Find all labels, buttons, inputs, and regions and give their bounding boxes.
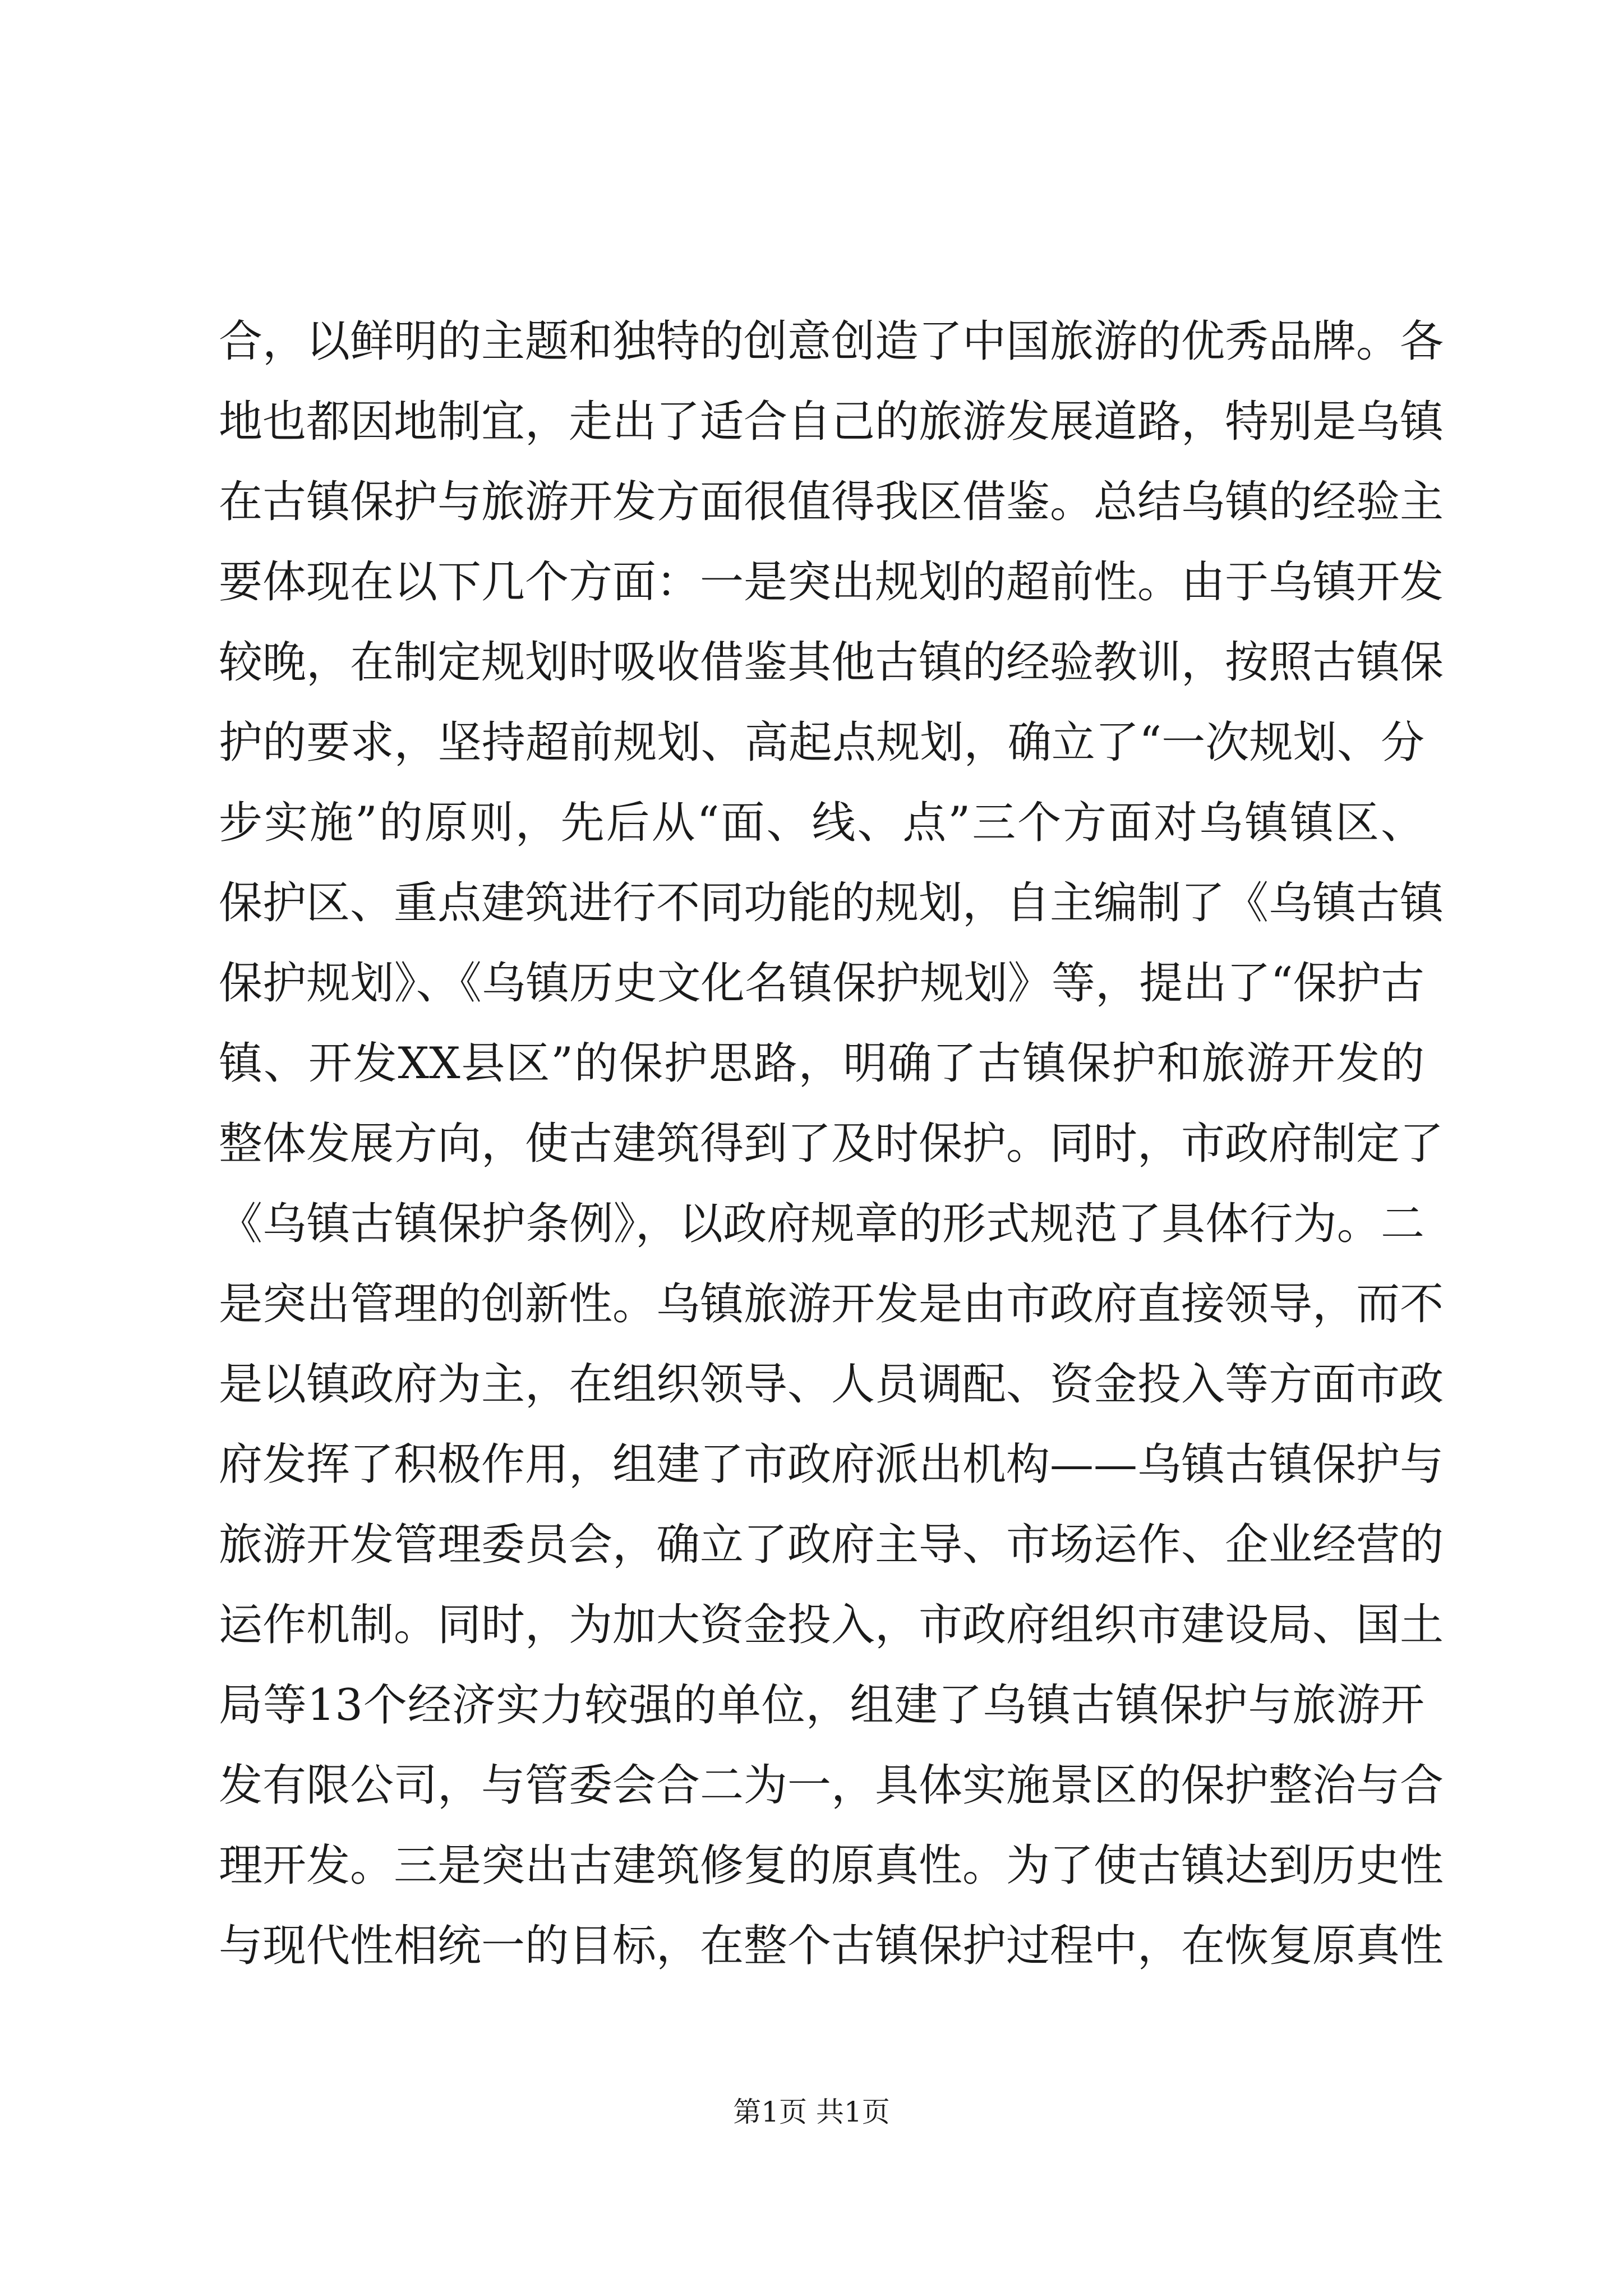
text-line: 整体发展方向，使古建筑得到了及时保护。同时，市政府制定了: [219, 1119, 1444, 1169]
text-line: 步实施”的原则，先后从“面、线、点”三个方面对乌镇镇区、: [219, 798, 1424, 848]
text-line: 较晚，在制定规划时吸收借鉴其他古镇的经验教训，按照古镇保: [219, 637, 1444, 688]
text-line: 运作机制。同时，为加大资金投入，市政府组织市建设局、国土: [219, 1600, 1444, 1650]
text-line: 发有限公司，与管委会合二为一，具体实施景区的保护整治与合: [219, 1760, 1444, 1811]
text-line: 镇、开发XX县区”的保护思路，明确了古镇保护和旅游开发的: [219, 1038, 1424, 1089]
text-line: 保护区、重点建筑进行不同功能的规划，自主编制了《乌镇古镇: [219, 878, 1444, 928]
text-line: 合，以鲜明的主题和独特的创意创造了中国旅游的优秀品牌。各: [219, 316, 1444, 367]
text-line: 是以镇政府为主，在组织领导、人员调配、资金投入等方面市政: [219, 1359, 1444, 1410]
page-footer: 第1页 共1页: [733, 2096, 890, 2128]
text-line: 与现代性相统一的目标，在整个古镇保护过程中，在恢复原真性: [219, 1921, 1444, 1971]
text-line: 在古镇保护与旅游开发方面很值得我区借鉴。总结乌镇的经验主: [219, 477, 1444, 527]
text-line: 要体现在以下几个方面：一是突出规划的超前性。由于乌镇开发: [219, 557, 1444, 608]
text-line: 府发挥了积极作用，组建了市政府派出机构——乌镇古镇保护与: [219, 1439, 1444, 1490]
text-line: 局等13个经济实力较强的单位，组建了乌镇古镇保护与旅游开: [219, 1680, 1424, 1731]
text-line: 是突出管理的创新性。乌镇旅游开发是由市政府直接领导，而不: [219, 1279, 1444, 1329]
body-text: [219, 302, 1444, 1986]
text-line: 旅游开发管理委员会，确立了政府主导、市场运作、企业经营的: [219, 1520, 1444, 1570]
text-line: 理开发。三是突出古建筑修复的原真性。为了使古镇达到历史性: [219, 1841, 1444, 1891]
text-line: 地也都因地制宜，走出了适合自己的旅游发展道路，特别是乌镇: [219, 397, 1444, 447]
text-line: 护的要求，坚持超前规划、高起点规划，确立了“一次规划、分: [219, 717, 1424, 768]
text-line: 《乌镇古镇保护条例》，以政府规章的形式规范了具体行为。二: [219, 1199, 1424, 1249]
text-line: 保护规划》、《乌镇历史文化名镇保护规划》等，提出了“保护古: [219, 958, 1424, 1009]
